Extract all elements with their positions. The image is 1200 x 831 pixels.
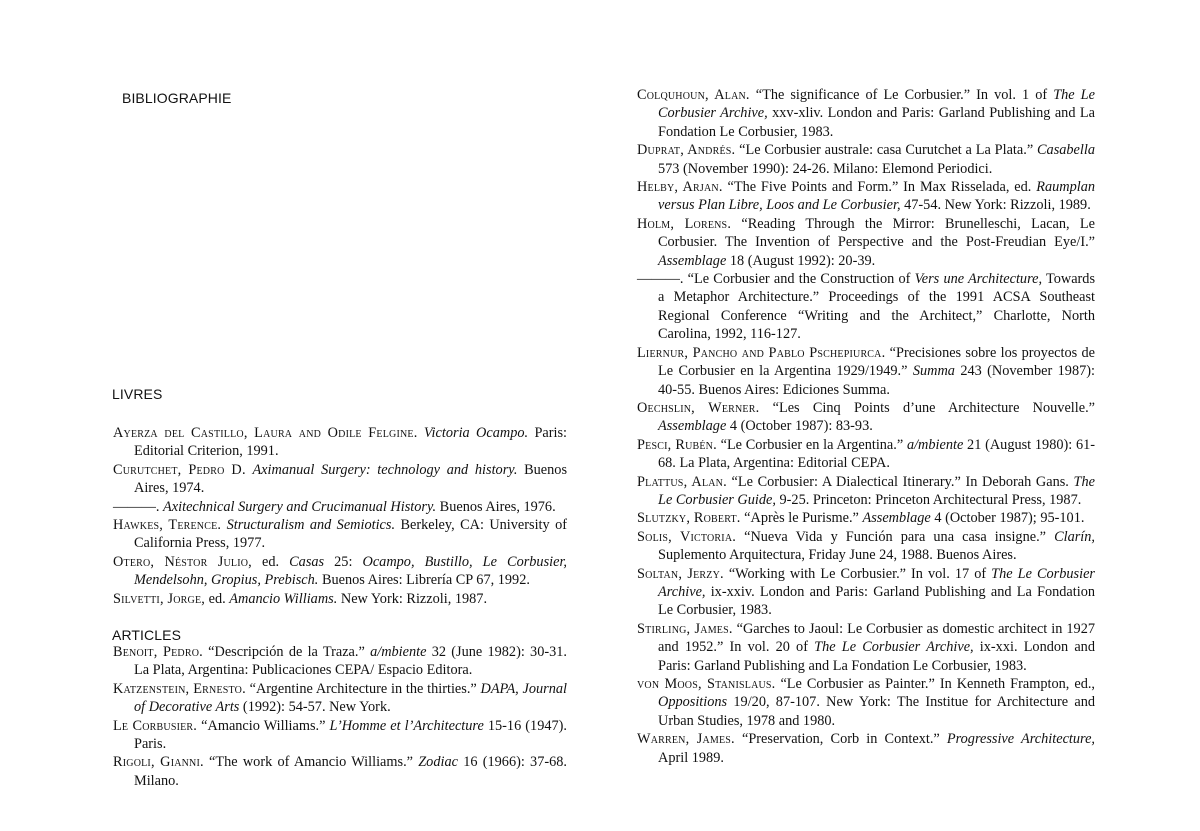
entry-text: xxv-xliv. London and Paris: Garland Publishing and La Fondation Le Corbusier, 1983. <box>658 105 1095 140</box>
entry-title: DAPA, Journal of Decorative Arts <box>134 680 567 716</box>
bibliography-entry <box>637 620 1095 675</box>
entry-author: Otero, Néstor Julio, <box>113 553 252 570</box>
entry-author: Hawkes, Terence. <box>113 517 222 534</box>
entry-text: 19/20, 87-107. New York: The Institue for Architecture and Urban Studies, 1978 and 1980. <box>658 694 1095 729</box>
entry-title: Structuralism and Semiotics. <box>226 517 396 534</box>
entry-text: (1992): 54-57. New York. <box>239 699 391 716</box>
entry-text: 47-54. New York: Rizzoli, 1989. <box>900 197 1091 214</box>
entry-text: 573 (November 1990): 24-26. Milano: Elemond Periodici. <box>658 160 993 177</box>
entry-author: Oechslin, Werner. <box>637 399 760 416</box>
bibliography-entry <box>637 565 1095 620</box>
bibliography-entry <box>637 86 1095 141</box>
entry-title: The Le Corbusier Archive, <box>658 565 1095 600</box>
entry-author: Solis, Victoria. <box>637 528 737 545</box>
bibliography-entry <box>113 643 567 680</box>
entry-text: “Après le Purisme.” <box>740 510 863 527</box>
bibliography-entry <box>637 473 1095 510</box>
entry-author: Plattus, Alan. <box>637 473 727 490</box>
entry-text: ———. <box>113 498 164 515</box>
entry-author: Slutzky, Robert. <box>637 510 741 527</box>
section-heading-livres: LIVRES <box>112 386 163 402</box>
bibliography-entry <box>113 753 567 790</box>
right-column-list <box>637 86 1095 767</box>
entry-title: Clarín, <box>1054 528 1095 545</box>
entry-author: von Moos, Stanislaus. <box>637 676 776 692</box>
entry-title: Amancio Williams. <box>229 590 338 607</box>
entry-title: Oppositions <box>658 694 728 711</box>
entry-text: Buenos Aires, 1976. <box>436 498 556 515</box>
entry-title: Axitechnical Surgery and Crucimanual History. <box>163 498 437 515</box>
entry-text: “Le Corbusier australe: casa Curutchet a La Plata.” <box>735 142 1038 159</box>
entry-title: The Le Corbusier Archive, <box>658 87 1095 122</box>
entry-text: ———. “Le Corbusier and the Construction of <box>637 271 915 288</box>
entry-text: Suplemento Arquitectura, Friday June 24, 1988. Buenos Aires. <box>658 547 1017 564</box>
bibliography-entry <box>637 178 1095 215</box>
bibliography-entry <box>113 590 567 608</box>
entry-text: 4 (October 1987); 95-101. <box>930 510 1085 527</box>
entry-text: “The work of Amancio Williams.” <box>203 754 419 771</box>
entry-title: The Le Corbusier Guide, <box>658 473 1095 508</box>
bibliography-entry <box>637 436 1095 473</box>
articles-list <box>113 643 567 790</box>
entry-title: L’Homme et l’Architecture <box>329 717 484 734</box>
entry-text: New York: Rizzoli, 1987. <box>337 590 488 607</box>
bibliography-entry <box>113 461 567 498</box>
entry-title: Casas <box>289 553 325 570</box>
entry-title: Progressive Architecture, <box>946 731 1095 748</box>
entry-text: 32 (June 1982): 30-31. La Plata, Argentina: Publicaciones CEPA/ Espacio Editora. <box>134 644 567 679</box>
bibliography-entry <box>637 270 1095 344</box>
section-heading-articles: ARTICLES <box>112 627 182 643</box>
entry-text: 25: <box>324 553 363 570</box>
entry-text: ed. <box>251 553 290 570</box>
page-title: BIBLIOGRAPHIE <box>122 90 232 106</box>
bibliography-entry <box>113 498 567 516</box>
entry-text: “Le Corbusier en la Argentina.” <box>716 436 907 453</box>
entry-text: Paris: Editorial Criterion, 1991. <box>134 425 568 460</box>
entry-text: “The Five Points and Form.” In Max Risselada, ed. <box>722 179 1037 196</box>
entry-text: “Working with Le Corbusier.” In vol. 17 of <box>723 565 992 582</box>
entry-author: Silvetti, Jorge, <box>113 590 206 607</box>
entry-text: “Argentine Architecture in the thirties.” <box>245 680 481 697</box>
entry-author: Katzenstein, Ernesto. <box>113 680 246 697</box>
entry-text: “Preservation, Corb in Context.” <box>734 731 947 748</box>
entry-text: “Precisiones sobre los proyectos de Le Corbusier en la Argentina 1929/1949.” <box>658 344 1095 380</box>
entry-title: Casabella <box>1037 142 1095 159</box>
entry-author: Duprat, Andrés. <box>637 142 736 159</box>
bibliography-entry <box>637 141 1095 178</box>
bibliography-entry <box>637 399 1095 436</box>
entry-text: ix-xxi. London and Paris: Garland Publishing and La Fondation Le Corbusier, 1983. <box>658 639 1095 674</box>
entry-text: “Amancio Williams.” <box>197 717 330 734</box>
bibliography-entry <box>637 528 1095 565</box>
entry-text: Berkeley, CA: University of California Press, 1977. <box>134 517 567 552</box>
entry-author: Soltan, Jerzy. <box>637 565 724 582</box>
bibliography-entry <box>113 424 567 461</box>
entry-title: Raumplan versus Plan Libre, Loos and Le Corbusier, <box>658 179 1095 214</box>
bibliography-entry <box>637 675 1095 730</box>
entry-text: “Le Corbusier: A Dialectical Itinerary.” In Deborah Gans. <box>726 473 1074 490</box>
entry-author: Colquhoun, Alan. <box>637 87 750 103</box>
entry-text: “The significance of Le Corbusier.” In vol. 1 of <box>749 87 1054 103</box>
entry-text: “Garches to Jaoul: Le Corbusier as domestic architect in 1927 and 1952.” In vol. 20 of <box>658 620 1095 656</box>
bibliography-entry <box>113 717 567 754</box>
entry-title: a/mbiente <box>906 436 964 453</box>
bibliography-entry <box>113 516 567 553</box>
entry-text: “Reading Through the Mirror: Brunelleschi, Lacan, Le Corbusier. The Invention of Perspective and the Post-Freudian Eye/I.” <box>658 215 1095 251</box>
bibliography-entry <box>113 680 567 717</box>
entry-text: 243 (November 1987): 40-55. Buenos Aires: Ediciones Summa. <box>658 363 1095 398</box>
entry-text: ed. <box>205 590 230 607</box>
entry-title: Vers une Architecture, <box>914 271 1043 288</box>
entry-text: Buenos Aires: Librería CP 67, 1992. <box>318 572 530 589</box>
entry-text: “Descripción de la Traza.” <box>202 644 371 660</box>
entry-author: Curutchet, Pedro D. <box>113 461 246 478</box>
entry-text: 4 (October 1987): 83-93. <box>726 418 873 435</box>
bibliography-entry <box>637 344 1095 399</box>
entry-author: Helby, Arjan. <box>637 179 723 196</box>
entry-text: ix-xxiv. London and Paris: Garland Publishing and La Fondation Le Corbusier, 1983. <box>658 583 1095 619</box>
entry-author: Rigoli, Gianni. <box>113 754 204 771</box>
entry-author: Liernur, Pancho and Pablo Pschepiurca. <box>637 344 886 361</box>
entry-title: Aximanual Surgery: technology and history. <box>252 461 518 478</box>
entry-text: “Le Corbusier as Painter.” In Kenneth Frampton, ed., <box>775 676 1095 692</box>
entry-text: 9-25. Princeton: Princeton Architectural Press, 1987. <box>775 491 1082 508</box>
entry-title: Assemblage <box>658 418 727 435</box>
livres-list <box>113 424 567 608</box>
bibliography-entry <box>637 730 1095 767</box>
entry-author: Benoit, Pedro. <box>113 644 203 660</box>
entry-text: 21 (August 1980): 61-68. La Plata, Argentina: Editorial CEPA. <box>658 436 1096 472</box>
entry-title: The Le Corbusier Archive, <box>814 639 974 656</box>
entry-author: Le Corbusier. <box>113 717 198 734</box>
bibliography-entry <box>637 509 1095 527</box>
bibliography-entry <box>113 553 567 590</box>
entry-author: Holm, Lorens. <box>637 215 732 232</box>
bibliography-entry <box>637 215 1095 270</box>
entry-text: “Les Cinq Points d’une Architecture Nouvelle.” <box>759 399 1095 416</box>
entry-text: Buenos Aires, 1974. <box>134 461 568 497</box>
entry-title: Summa <box>912 363 955 380</box>
entry-text: “Nueva Vida y Función para una casa insigne.” <box>736 528 1055 545</box>
entry-title: Assemblage <box>658 252 727 269</box>
entry-text: 16 (1966): 37-68. Milano. <box>134 754 567 789</box>
entry-text: 15-16 (1947). Paris. <box>134 717 567 753</box>
entry-text: Towards a Metaphor Architecture.” Proceedings of the 1991 ACSA Southeast Regional Conference “Writing and the Architect,” Charlotte, North Carolina, 1992, 116-127. <box>658 271 1096 343</box>
entry-title: a/mbiente <box>370 644 427 660</box>
entry-author: Warren, James. <box>637 731 735 748</box>
entry-author: Ayerza del Castillo, Laura and Odile Felgine. <box>113 425 418 441</box>
entry-author: Pesci, Rubén. <box>637 436 717 453</box>
entry-title: Victoria Ocampo. <box>423 425 529 441</box>
entry-author: Stirling, James. <box>637 620 733 637</box>
entry-title: Ocampo, Bustillo, Le Corbusier, Mendelsohn, Gropius, Prebisch. <box>134 553 568 589</box>
entry-title: Assemblage <box>862 510 931 527</box>
entry-text: April 1989. <box>658 749 724 766</box>
entry-title: Zodiac <box>418 754 458 771</box>
entry-text: 18 (August 1992): 20-39. <box>726 252 876 269</box>
